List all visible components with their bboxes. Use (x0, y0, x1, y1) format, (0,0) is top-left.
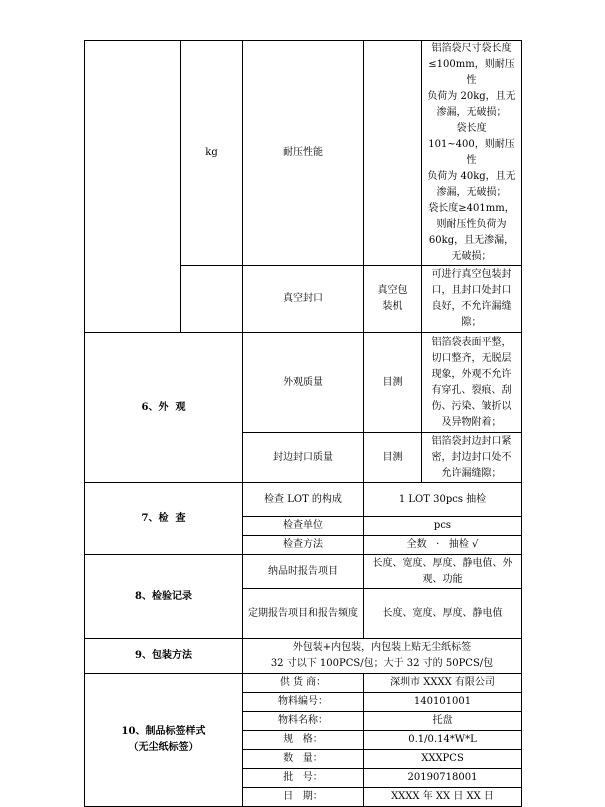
method-cell (364, 41, 422, 266)
packing-line: 32 寸以下 100PCS/包；大于 32 寸的 50PCS/包 (270, 658, 494, 669)
req-line: 允许漏缝隙； (441, 467, 502, 479)
row-pressure (85, 41, 522, 266)
section-cell-empty (85, 41, 181, 333)
requirement-cell (422, 433, 522, 483)
section-packing: 9、包装方法 (85, 639, 243, 674)
row-inspection-lot (85, 483, 522, 517)
row-packing (85, 639, 522, 674)
req-line: 可进行真空包装封 (431, 269, 512, 280)
req-line: 101~400，则耐压性 (428, 139, 515, 166)
method-cell: 目测 (364, 433, 422, 483)
row-appearance-quality (85, 333, 522, 433)
label-cell: 纳品时报告项目 (243, 555, 364, 589)
method-cell: 真空包 装机 (364, 266, 422, 333)
req-line: 及异物附着； (441, 416, 502, 428)
value-cell: pcs (364, 517, 522, 536)
label-cell: 检查方法 (243, 536, 364, 555)
label-cell: 定期报告项目和报告频度 (243, 589, 364, 639)
req-line: 则耐压性负荷为 (436, 219, 507, 230)
field-value: XXXX 年 XX 日 XX 日 (364, 788, 522, 807)
field-key: 物料名称： (243, 712, 364, 731)
requirement-cell (422, 266, 522, 333)
method-cell: 目测 (364, 333, 422, 433)
section-appearance: 6、外 观 (85, 333, 243, 483)
req-line: ≤100mm，则耐压性 (428, 59, 515, 86)
section-label-line: （无尘纸标签） (128, 742, 199, 753)
item-cell: 封边封口质量 (243, 433, 364, 483)
value-cell: 1 LOT 30pcs 抽检 (364, 483, 522, 517)
item-cell: 耐压性能 (243, 41, 364, 266)
packing-line: 外包装+内包装，内包装上贴无尘纸标签 (292, 642, 472, 653)
field-value: 深圳市 XXXX 有限公司 (364, 674, 522, 693)
req-line: 袋长度≥401mm， (428, 203, 515, 214)
field-key: 供 货 商： (243, 674, 364, 693)
unit-cell: kg (181, 41, 243, 266)
req-line: 良好，不允许漏缝 (431, 301, 512, 312)
req-line: 铝箔袋尺寸袋长度 (431, 43, 512, 54)
field-key: 批 号： (243, 769, 364, 788)
field-value: 140101001 (364, 693, 522, 712)
req-line: 伤、污染、皱折以 (431, 400, 512, 412)
spec-table (84, 40, 522, 807)
field-value: 托盘 (364, 712, 522, 731)
row-records-delivery (85, 555, 522, 589)
field-value: 0.1/0.14*W*L (364, 731, 522, 750)
req-line: 负荷为 20kg，且无 (427, 91, 516, 102)
row-label-field (85, 674, 522, 693)
requirement-cell (422, 41, 522, 266)
unit-cell-empty (181, 266, 243, 333)
req-line: 渗漏，无破损； (436, 107, 507, 118)
req-line: 60kg，且无渗漏， (428, 235, 515, 246)
req-line: 渗漏，无破损； (436, 187, 507, 198)
section-label-line: 10、制品标签样式 (121, 726, 206, 737)
requirement-cell (422, 333, 522, 433)
section-records: 8、检验记录 (85, 555, 243, 639)
req-line: 有穿孔、裂痕、刮 (431, 384, 512, 396)
req-line: 负荷为 40kg，且无 (427, 171, 516, 182)
req-line: 口，且封口处封口 (431, 285, 512, 296)
req-line: 无破损； (451, 251, 492, 262)
section-label (85, 674, 243, 807)
value-cell: 全数 · 抽检 √ (364, 536, 522, 555)
req-line: 袋长度 (456, 123, 487, 134)
field-key: 数 量： (243, 750, 364, 769)
section-inspection: 7、检 查 (85, 483, 243, 555)
req-line: 现象，外观不允许 (431, 368, 512, 380)
item-cell: 外观质量 (243, 333, 364, 433)
req-line: 铝箔袋表面平整， (431, 336, 512, 348)
req-line: 密，封边封口处不 (431, 451, 512, 463)
field-key: 物料编号： (243, 693, 364, 712)
req-line: 切口整齐，无脱层 (431, 352, 512, 364)
req-line: 铝箔袋封边封口紧 (431, 435, 512, 447)
value-cell: 长度、宽度、厚度、静电值、外观、功能 (364, 555, 522, 589)
field-key: 日 期： (243, 788, 364, 807)
item-cell: 真空封口 (243, 266, 364, 333)
label-cell: 检查单位 (243, 517, 364, 536)
label-cell: 检查 LOT 的构成 (243, 483, 364, 517)
field-value: 20190718001 (364, 769, 522, 788)
req-line: 隙； (461, 317, 482, 328)
packing-cell (243, 639, 522, 674)
field-key: 规 格： (243, 731, 364, 750)
field-value: XXXPCS (364, 750, 522, 769)
value-cell: 长度、宽度、厚度、静电值 (364, 589, 522, 639)
